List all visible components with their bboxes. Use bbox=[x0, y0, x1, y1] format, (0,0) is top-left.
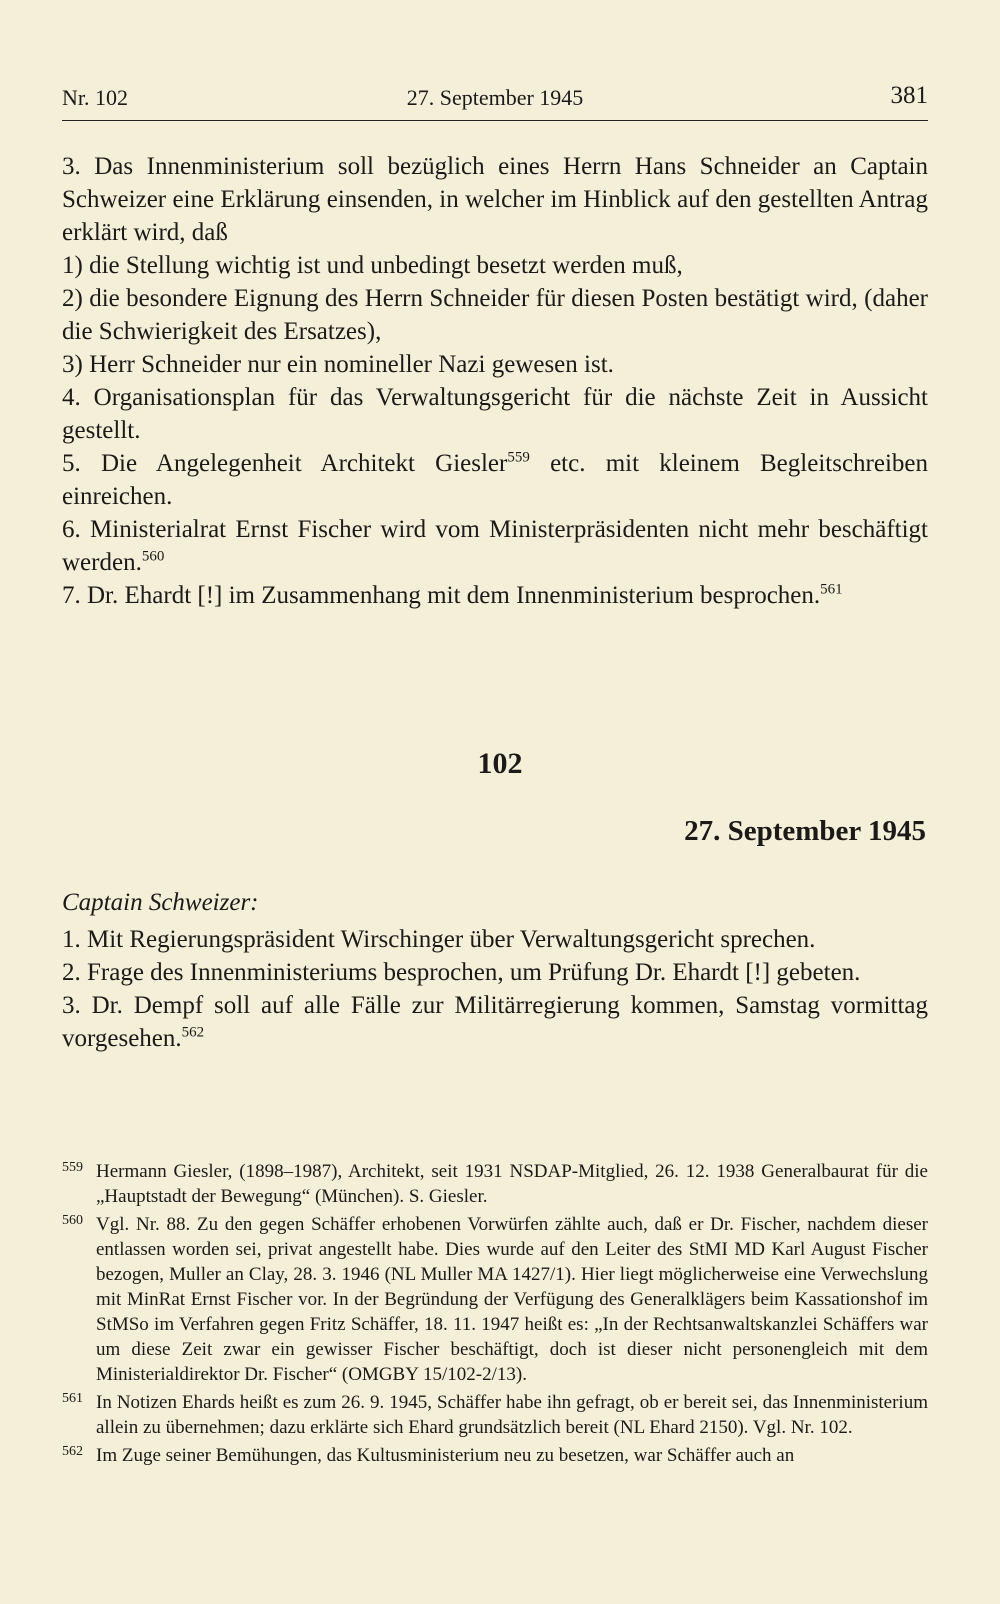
footnote-number: 562 bbox=[62, 1444, 83, 1459]
footnote-number: 561 bbox=[62, 1391, 83, 1406]
footnote-number: 560 bbox=[62, 1213, 83, 1228]
footnote-number: 559 bbox=[62, 1160, 83, 1175]
footnote-reference[interactable]: 560 bbox=[141, 548, 165, 565]
footnote-reference[interactable]: 561 bbox=[820, 581, 843, 598]
footnote-reference[interactable]: 562 bbox=[181, 1024, 205, 1041]
header-date: 27. September 1945 bbox=[406, 85, 584, 110]
document-text bbox=[62, 886, 928, 1055]
running-header bbox=[62, 80, 928, 121]
footnote bbox=[62, 1443, 928, 1468]
paragraph bbox=[62, 513, 928, 579]
paragraph: 1. Mit Regierungspräsident Wirschinger über Verwaltungsgericht sprechen. bbox=[62, 926, 816, 953]
paragraph-text: 7. Dr. Ehardt [!] im Zusammenhang mit dem Innenministerium besprochen. bbox=[62, 582, 821, 609]
paragraph bbox=[62, 447, 928, 513]
page-number: 381 bbox=[890, 82, 928, 109]
footnote-text: In Notizen Ehards heißt es zum 26. 9. 1945, Schäffer habe ihn gefragt, ob er bereit sei, das Innenministerium allein zu übernehmen; dazu erklärte sich Ehard grundsätzlich bereit (NL Ehard 2150). Vgl. Nr. 102. bbox=[96, 1392, 928, 1438]
footnote bbox=[62, 1159, 928, 1209]
footnote bbox=[62, 1390, 928, 1440]
paragraph: 3) Herr Schneider nur ein nomineller Nazi gewesen ist. bbox=[62, 351, 614, 378]
paragraph: 4. Organisationsplan für das Verwaltungsgericht für die nächste Zeit in Aussicht gestellt. bbox=[62, 384, 928, 444]
paragraph-text: 5. Die Angelegenheit Architekt Giesler bbox=[62, 450, 508, 477]
recipient-line: Captain Schweizer: bbox=[62, 889, 259, 916]
header-document-number: Nr. 102 bbox=[62, 85, 128, 110]
paragraph-text: etc. mit kleinem Begleitschreiben einreichen. bbox=[62, 450, 928, 510]
footnotes bbox=[62, 1159, 928, 1471]
paragraph: 2. Frage des Innenministeriums besprochen, um Prüfung Dr. Ehardt [!] gebeten. bbox=[62, 959, 861, 986]
footnote-reference[interactable]: 559 bbox=[507, 449, 530, 466]
footnote-text: Hermann Giesler, (1898–1987), Architekt, seit 1931 NSDAP-Mitglied, 26. 12. 1938 Generalbaurat für die „Hauptstadt der Bewegung“ (München). S. Giesler. bbox=[96, 1161, 928, 1207]
footnote-text: Im Zuge seiner Bemühungen, das Kultusministerium neu zu besetzen, war Schäffer auch an bbox=[96, 1445, 795, 1466]
paragraph: 1) die Stellung wichtig ist und unbedingt besetzt werden muß, bbox=[62, 252, 683, 279]
footnote bbox=[62, 1212, 928, 1387]
paragraph-text: 3. Dr. Dempf soll auf alle Fälle zur Militärregierung kommen, Samstag vormittag vorgesehen. bbox=[62, 992, 928, 1052]
footnote-text: Vgl. Nr. 88. Zu den gegen Schäffer erhobenen Vorwürfen zählte auch, daß er Dr. Fischer, nachdem dieser entlassen worden sei, privat angestellt habe. Dies wurde auf den Leiter des StMI MD Karl August Fischer bezogen, Muller an Clay, 28. 3. 1946 (NL Muller MA 1427/1). Hier liegt möglicherweise eine Verwechslung mit MinRat Ernst Fischer vor. In der Begründung der Verfügung des Generalklägers beim Kassationshof im StMSo im Verfahren gegen Fritz Schäffer, 18. 11. 1947 heißt es: „In der Rechtsanwaltskanzlei Schäffers war um diese Zeit zwar ein gewisser Fischer beschäftigt, doch ist dieser nicht personengleich mit dem Ministerialdirektor Dr. Fischer“ (OMGBY 15/102-2/13). bbox=[96, 1214, 928, 1385]
continued-document-text bbox=[62, 150, 928, 612]
paragraph bbox=[62, 989, 928, 1055]
document-date-heading: 27. September 1945 bbox=[684, 815, 926, 847]
paragraph bbox=[62, 579, 928, 612]
document-number-heading: 102 bbox=[477, 747, 523, 780]
paragraph-text: 6. Ministerialrat Ernst Fischer wird vom Ministerpräsidenten nicht mehr beschäftigt werden. bbox=[62, 516, 928, 576]
paragraph: 3. Das Innenministerium soll bezüglich eines Herrn Hans Schneider an Captain Schweizer eine Erklärung einsenden, in welcher im Hinblick auf den gestellten Antrag erklärt wird, daß bbox=[62, 153, 928, 246]
paragraph: 2) die besondere Eignung des Herrn Schneider für diesen Posten bestätigt wird, (daher die Schwierigkeit des Ersatzes), bbox=[62, 285, 928, 345]
